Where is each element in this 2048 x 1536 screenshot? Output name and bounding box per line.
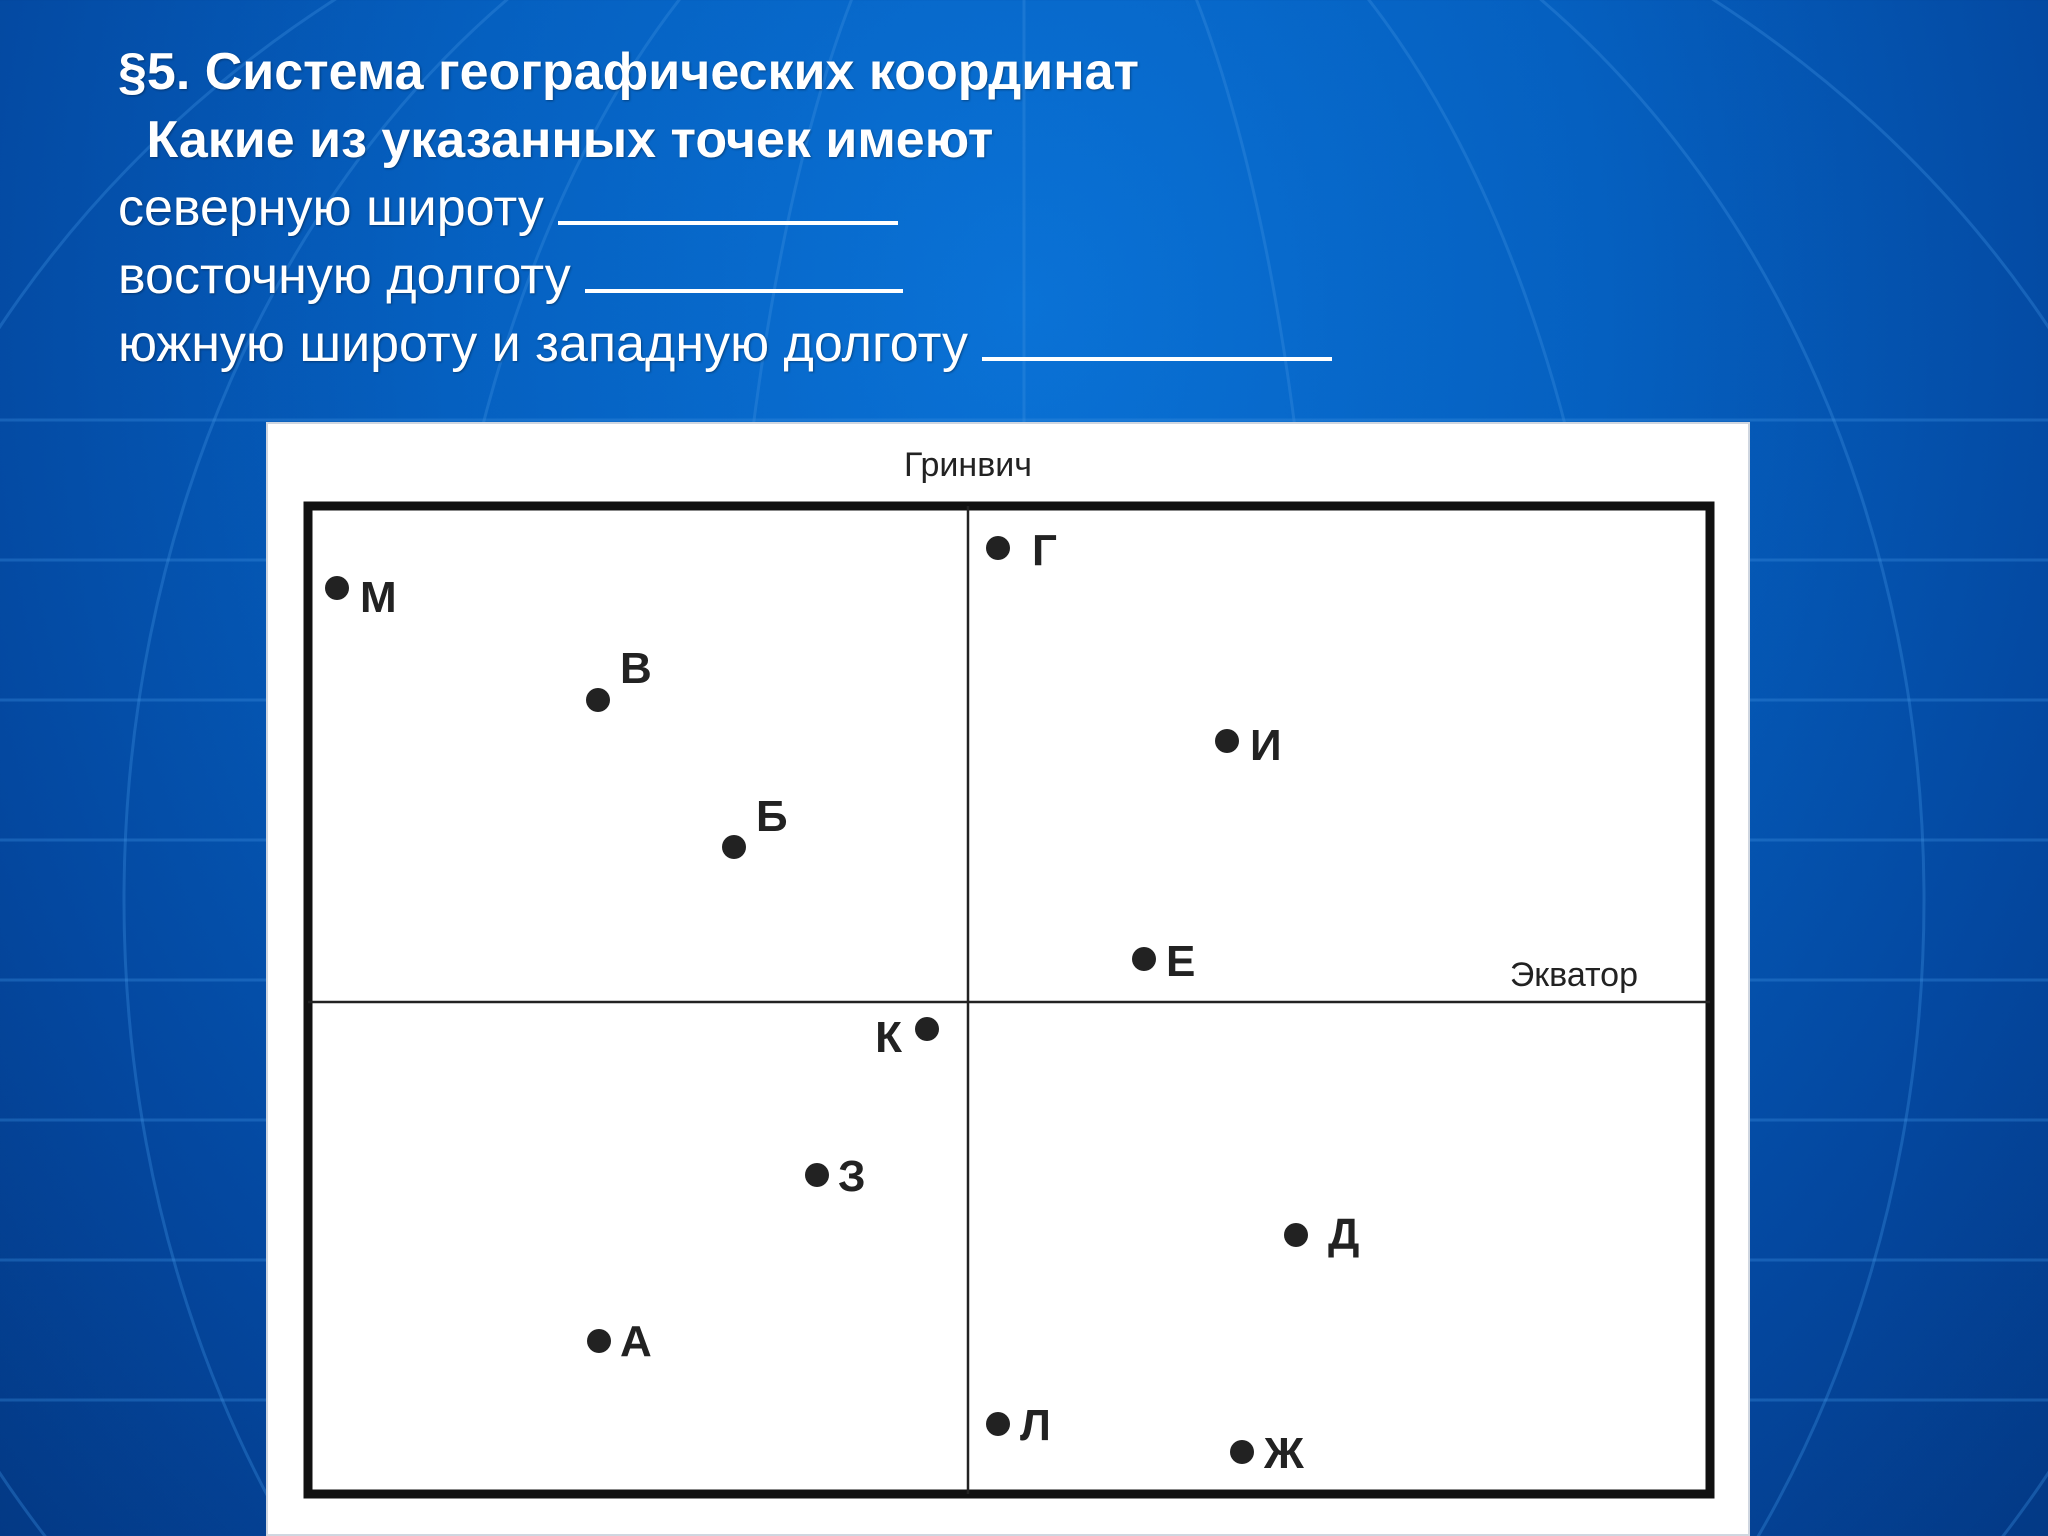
map-point-dot: [986, 536, 1010, 560]
map-point-label: З: [838, 1152, 866, 1201]
north-latitude-label: северную широту: [118, 179, 544, 237]
map-point-dot: [587, 1329, 611, 1353]
coordinate-map-svg: [268, 424, 1752, 1536]
map-point-dot: [915, 1017, 939, 1041]
map-point: [325, 573, 397, 622]
map-point: [586, 644, 652, 712]
coordinate-map: [266, 422, 1750, 1536]
map-point-dot: [1132, 947, 1156, 971]
map-point-label: А: [620, 1317, 652, 1366]
map-point: [1284, 1210, 1359, 1259]
north-latitude-blank[interactable]: [558, 177, 898, 225]
map-point-dot: [1284, 1223, 1308, 1247]
map-point: [1215, 721, 1282, 770]
equator-label: Экватор: [1509, 956, 1638, 994]
map-point-label: Ж: [1264, 1429, 1304, 1478]
map-point-dot: [1230, 1440, 1254, 1464]
map-point-label: Б: [756, 792, 788, 841]
map-point-dot: [805, 1163, 829, 1187]
map-point-dot: [325, 576, 349, 600]
map-frame: [308, 506, 1710, 1494]
map-point-label: М: [360, 573, 397, 622]
east-longitude-line: [118, 242, 1618, 310]
map-point: [1132, 937, 1195, 986]
map-point-label: К: [875, 1013, 902, 1062]
map-point-dot: [986, 1412, 1010, 1436]
map-point-label: Е: [1166, 937, 1196, 986]
map-point-label: И: [1250, 721, 1282, 770]
greenwich-label: Гринвич: [904, 446, 1032, 484]
map-point: [805, 1152, 866, 1201]
east-longitude-label: восточную долготу: [118, 247, 571, 305]
north-latitude-line: [118, 174, 1618, 242]
map-point: [722, 792, 788, 859]
map-point-dot: [586, 688, 610, 712]
map-point-label: В: [620, 644, 652, 693]
south-west-line: [118, 310, 1618, 378]
map-point-label: Д: [1328, 1210, 1360, 1259]
slide-title: §5. Система географических координат: [118, 43, 1139, 101]
slide-text: [118, 38, 1618, 378]
map-point-dot: [722, 835, 746, 859]
map-point: [986, 526, 1057, 575]
map-point: [875, 1013, 939, 1062]
map-point: [1230, 1429, 1304, 1478]
map-point: [986, 1401, 1051, 1450]
map-point: [587, 1317, 652, 1366]
map-point-dot: [1215, 729, 1239, 753]
east-longitude-blank[interactable]: [585, 245, 903, 293]
south-west-blank[interactable]: [982, 313, 1332, 361]
map-point-label: Л: [1020, 1401, 1051, 1450]
south-west-label: южную широту и западную долготу: [118, 315, 968, 373]
question-text: Какие из указанных точек имеют: [132, 111, 994, 169]
map-point-label: Г: [1032, 526, 1057, 575]
